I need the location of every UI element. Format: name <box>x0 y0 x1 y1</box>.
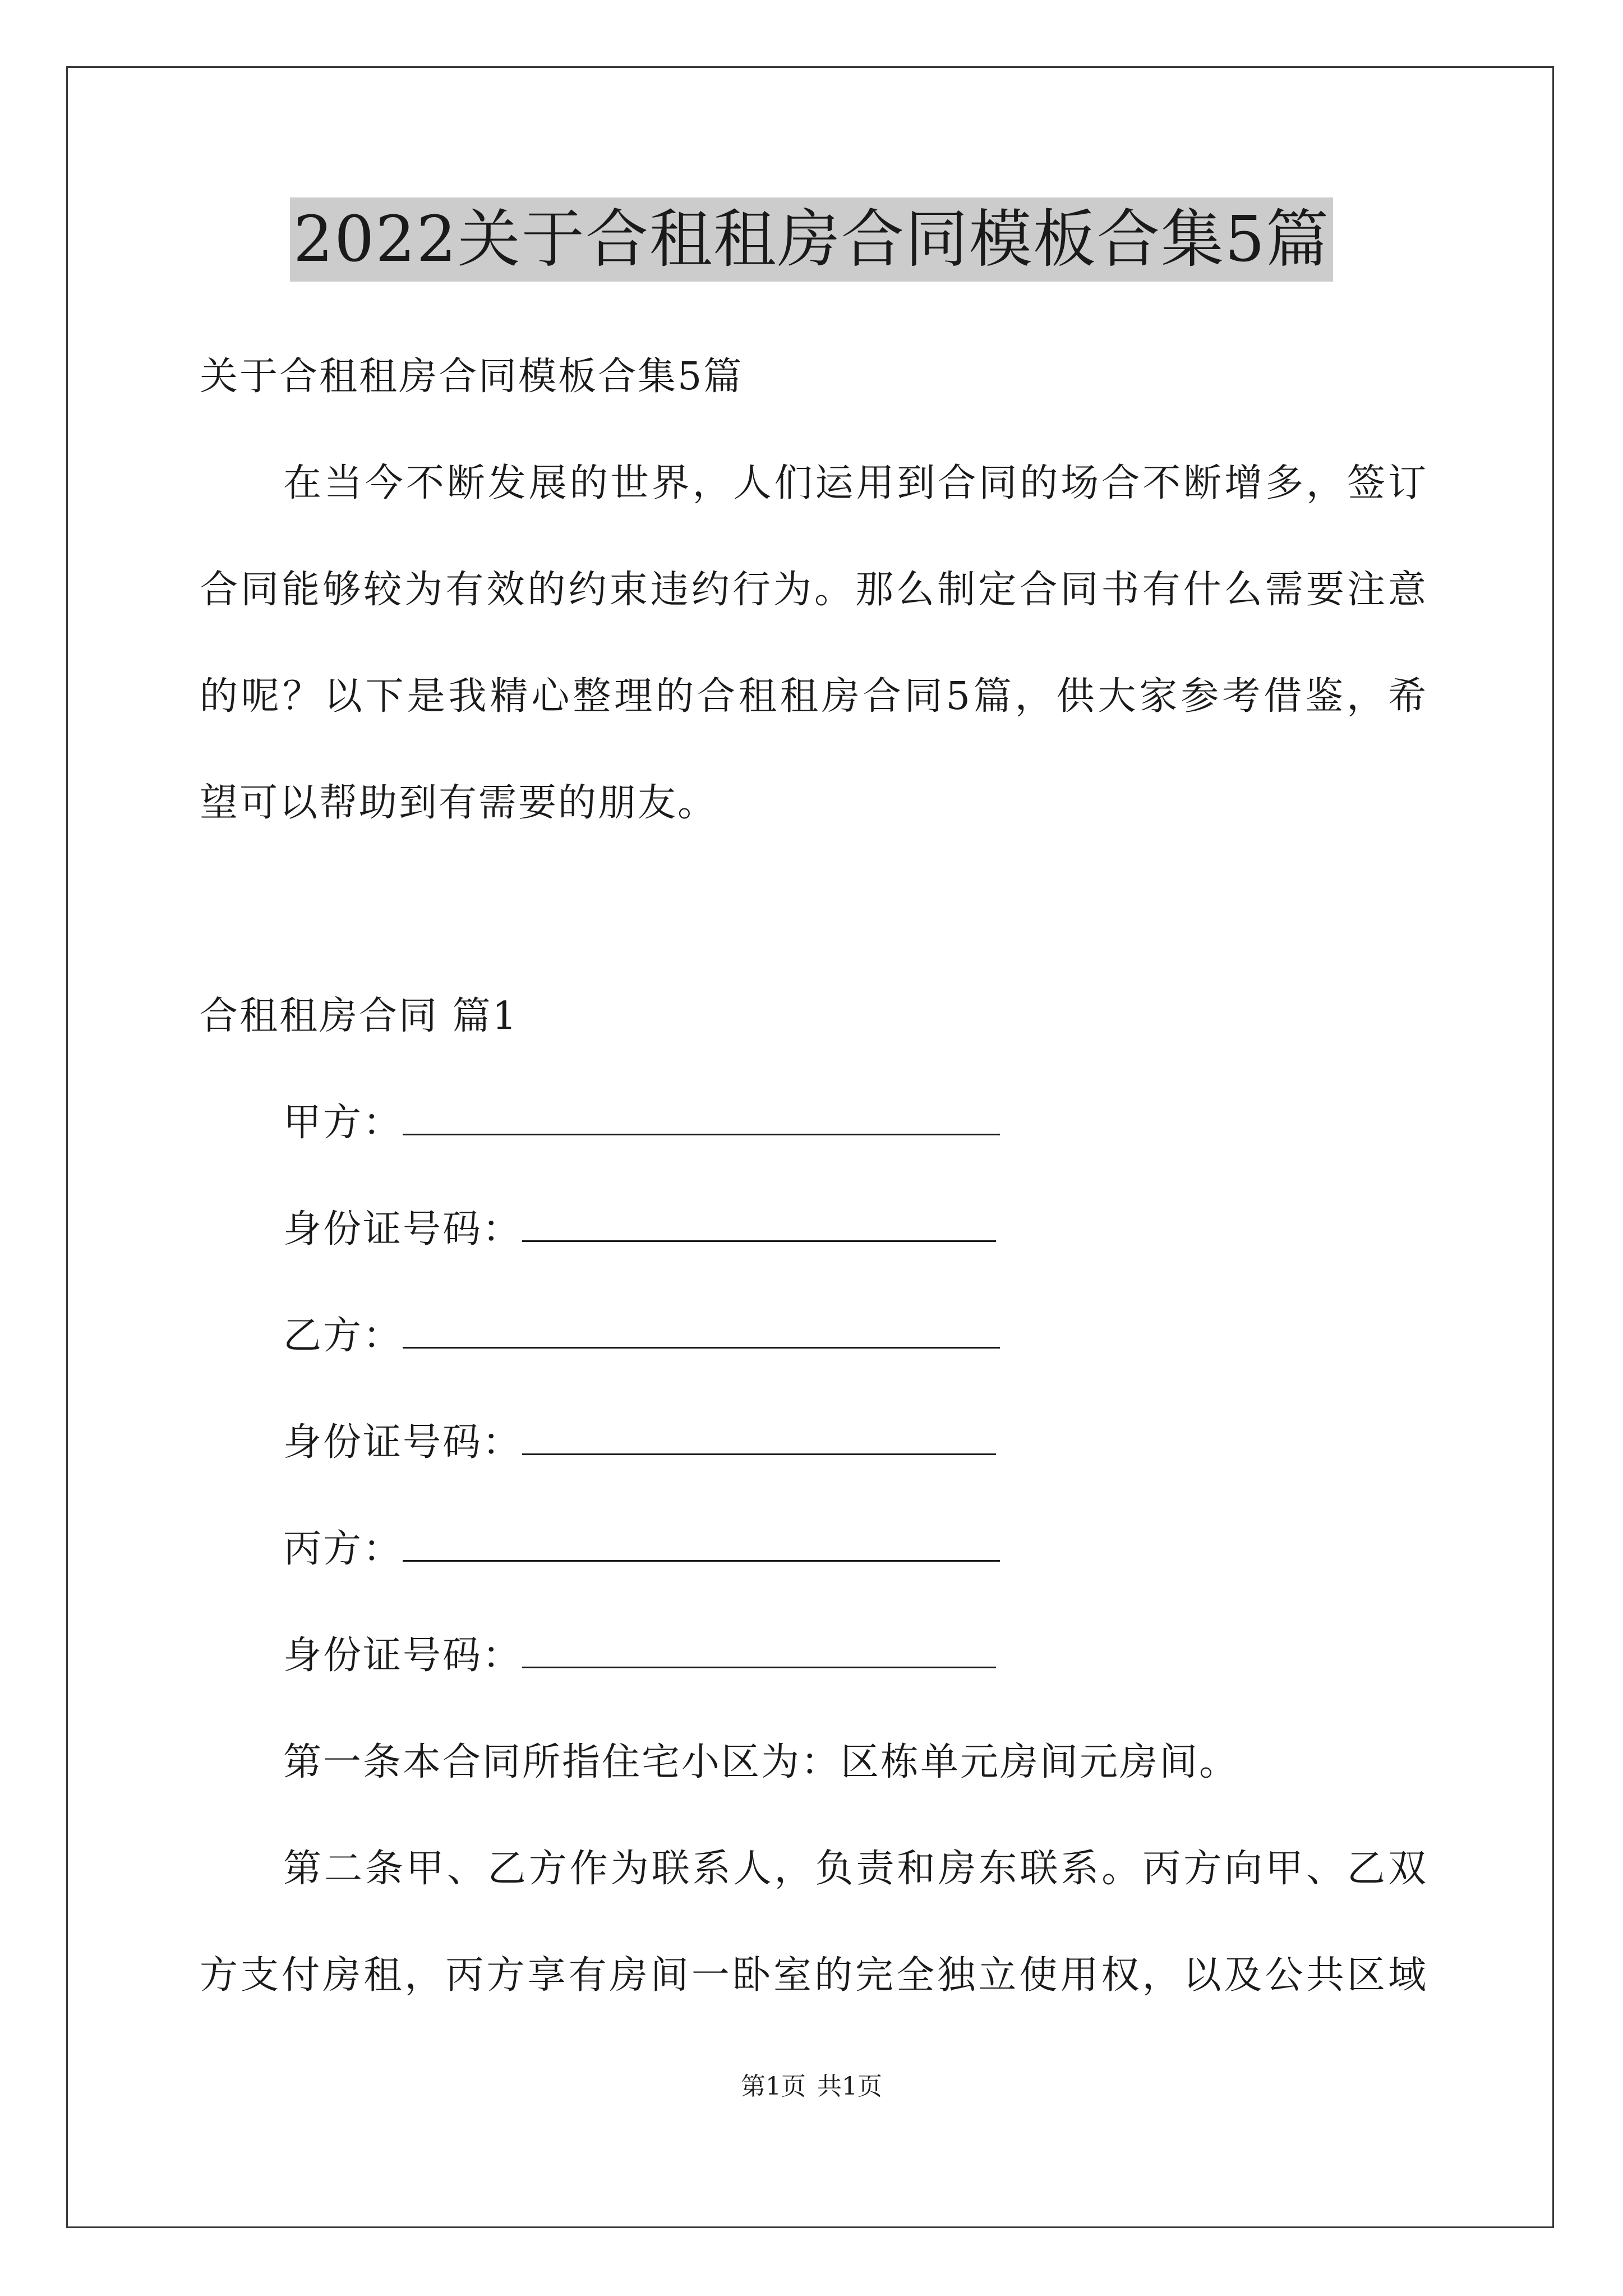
field-id-a <box>283 1204 996 1255</box>
field-label: 丙方： <box>283 1527 403 1571</box>
clause-line-2: 第二条甲、乙方作为联系人，负责和房东联系。丙方向甲、乙双 <box>283 1847 1428 1891</box>
blank-line[interactable] <box>522 1207 996 1242</box>
field-party-c <box>283 1524 1000 1575</box>
document-subtitle: 关于合租租房合同模板合集5篇 <box>200 355 744 399</box>
page-number: 第1页 <box>741 2072 806 2101</box>
blank-line[interactable] <box>403 1100 1000 1135</box>
intro-line-4: 望可以帮助到有需要的朋友。 <box>200 781 718 825</box>
blank-line[interactable] <box>403 1526 1000 1562</box>
field-party-b <box>283 1311 1000 1361</box>
section-heading: 合租租房合同 篇1 <box>200 994 518 1038</box>
field-label: 甲方： <box>283 1101 403 1145</box>
field-label: 身份证号码： <box>283 1634 523 1678</box>
title-container <box>0 197 1623 282</box>
page-footer <box>0 2070 1623 2104</box>
blank-line[interactable] <box>522 1420 996 1455</box>
field-id-c <box>283 1631 996 1681</box>
intro-line-1: 在当今不断发展的世界，人们运用到合同的场合不断增多，签订 <box>283 461 1428 505</box>
intro-line-2: 合同能够较为有效的约束违约行为。那么制定合同书有什么需要注意 <box>200 568 1428 612</box>
blank-line[interactable] <box>403 1313 1000 1349</box>
field-party-a <box>283 1098 1000 1148</box>
field-label: 身份证号码： <box>283 1420 523 1465</box>
clause-line-3: 方支付房租，丙方享有房间一卧室的完全独立使用权，以及公共区域 <box>200 1953 1428 1998</box>
field-id-b <box>283 1418 996 1468</box>
field-label: 乙方： <box>283 1314 403 1358</box>
page-total: 共1页 <box>817 2072 882 2101</box>
document-title: 2022关于合租租房合同模板合集5篇 <box>290 197 1333 282</box>
field-label: 身份证号码： <box>283 1207 523 1251</box>
blank-line[interactable] <box>522 1633 996 1668</box>
clause-line-1: 第一条本合同所指住宅小区为：区栋单元房间元房间。 <box>283 1740 1239 1784</box>
intro-line-3: 的呢？以下是我精心整理的合租租房合同5篇，供大家参考借鉴，希 <box>200 674 1428 719</box>
